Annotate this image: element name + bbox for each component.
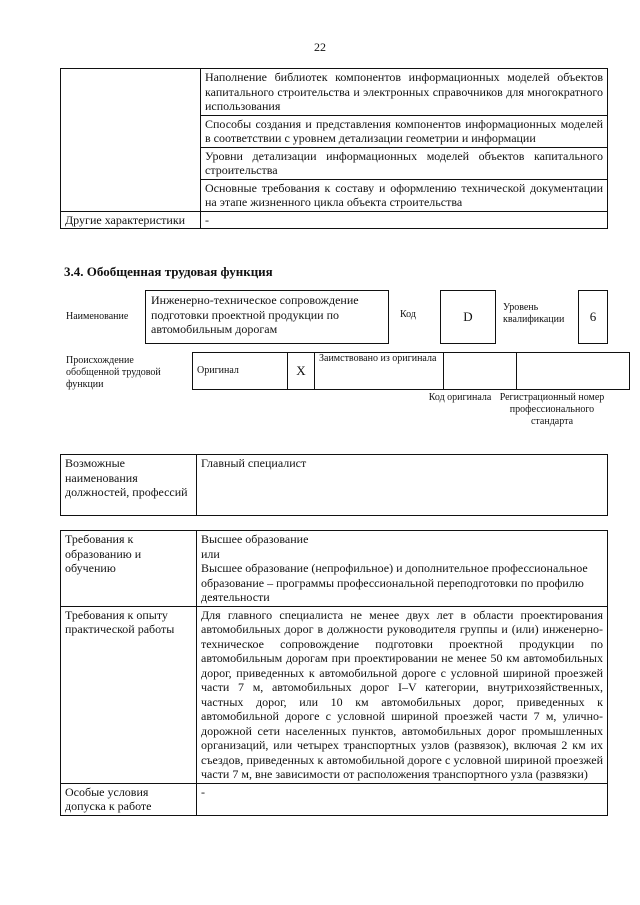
requirement-row: Способы создания и представления компонентов информационных моделей в соответствии с уровнем детализации геометрии и информации bbox=[201, 115, 608, 147]
original-mark: X bbox=[288, 353, 315, 390]
other-characteristics-label: Другие характеристики bbox=[61, 211, 201, 229]
borrowed-label: Заимствовано из оригинала bbox=[315, 353, 444, 390]
positions-label: Возможные наименования должностей, профессий bbox=[61, 455, 197, 516]
requirement-row: Наполнение библиотек компонентов информационных моделей объектов капитального строительства и электронных справочников для многократного использования bbox=[201, 69, 608, 116]
previous-table-continuation bbox=[60, 68, 608, 229]
original-label: Оригинал bbox=[193, 353, 288, 390]
function-code-box: D bbox=[440, 290, 496, 344]
code-original-caption: Код оригинала bbox=[428, 392, 492, 403]
reg-number-caption: Регистрационный номер профессионального стандарта bbox=[499, 392, 605, 427]
special-conditions-label: Особые условия допуска к работе bbox=[61, 783, 197, 815]
reg-number-cell bbox=[517, 353, 630, 390]
education-value bbox=[197, 531, 608, 607]
special-conditions-value: - bbox=[197, 783, 608, 815]
page-number: 22 bbox=[314, 40, 326, 54]
education-label: Требования к образованию и обучению bbox=[61, 531, 197, 607]
requirements-table bbox=[60, 530, 608, 816]
requirement-row: Основные требования к составу и оформлению технической документации на этапе жизненного цикла объекта строительства bbox=[201, 179, 608, 211]
function-name-box: Инженерно-техническое сопровождение подготовки проектной продукции по автомобильным дорогам bbox=[145, 290, 389, 344]
education-line: Высшее образование bbox=[201, 532, 309, 546]
positions-value: Главный специалист bbox=[197, 455, 608, 516]
empty-label-cell bbox=[61, 69, 201, 212]
origin-label: Происхождение обобщенной трудовой функции bbox=[66, 355, 161, 390]
positions-table bbox=[60, 454, 608, 516]
origin-table bbox=[192, 352, 630, 390]
name-label: Наименование bbox=[66, 311, 129, 322]
experience-label: Требования к опыту практической работы bbox=[61, 606, 197, 783]
experience-value: Для главного специалиста не менее двух лет в области проектирования автомобильных дорог в должности руководителя группы и (или) инженерно-техническое сопровождение подготовки проектной продукции по автомобильным дорогам при проектировании не менее 50 км автомобильных дорог, приведенных к автомобильной дороге с условной шириной проезжей части 7 м, автомобильных дорог I–V категории, внутрихозяйственных, частных дорог, или 10 км автомобильных дорог, приведенных к автомобильной дороге с условной шириной проезжей части 7 м, улично-дорожной сети населенных пунктов, автомобильных дорог промышленных организаций, или четырех транспортных узлов (развязок), включая 2 км их съездов, приведенных к автомобильной дороге с условной шириной проезжей части 7 м, вне зависимости от расположения транспортного узла (развязки) bbox=[197, 606, 608, 783]
code-label: Код bbox=[400, 309, 416, 320]
education-line: Высшее образование (непрофильное) и дополнительное профессиональное образование – программы профессиональной переподготовки по профилю деятельности bbox=[201, 561, 588, 604]
qualification-level-label: Уровень квалификации bbox=[503, 302, 565, 325]
section-title: 3.4. Обобщенная трудовая функция bbox=[64, 264, 273, 279]
other-characteristics-value: - bbox=[201, 211, 608, 229]
qualification-level-box: 6 bbox=[578, 290, 608, 344]
code-original-cell bbox=[444, 353, 517, 390]
requirement-row: Уровни детализации информационных моделей объектов капитального строительства bbox=[201, 147, 608, 179]
education-line: или bbox=[201, 546, 220, 561]
